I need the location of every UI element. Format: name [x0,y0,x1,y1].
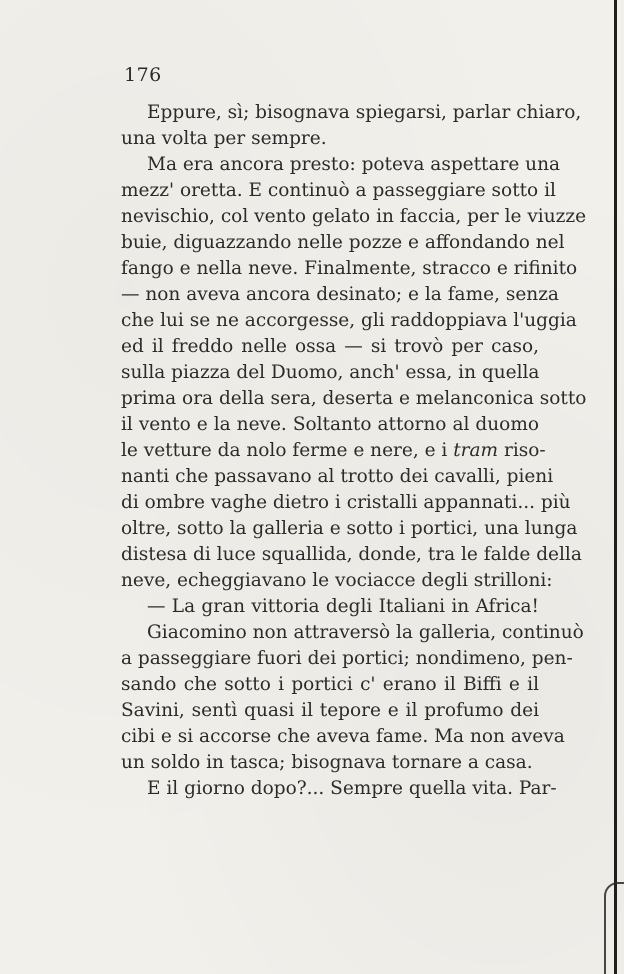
text-line: nevischio, col vento gelato in faccia, per le viuzze [121,206,587,227]
text-line: nanti che passavano al trotto dei cavalli, pieni [121,466,554,487]
text-line: che lui se ne accorgesse, gli raddoppiava l'uggia [121,310,577,331]
text-line: buie, diguazzando nelle pozze e affondando nel [121,232,565,253]
text-segment: le vetture da nolo ferme e nere, e i [121,440,454,461]
text-line: un soldo in tasca; bisognava tornare a casa. [121,752,533,773]
text-line: distesa di luce squallida, donde, tra le falde della [121,544,582,565]
text-line: Eppure, sì; bisognava spiegarsi, parlar chiaro, [147,102,582,123]
text-line: prima ora della sera, deserta e melanconica sotto [121,388,587,409]
text-line: E il giorno dopo?... Sempre quella vita. Par- [147,778,557,799]
text-line: di ombre vaghe dietro i cristalli appannati... più [121,492,571,513]
text-line: cibi e si accorse che aveva fame. Ma non aveva [121,726,565,747]
text-line: neve, echeggiavano le vociacce degli strilloni: [121,570,553,591]
text-line: ed il freddo nelle ossa — si trovò per caso, [121,336,539,357]
page-edge-shadow [614,0,617,974]
italic-word: tram [453,440,499,461]
text-segment: riso- [498,440,546,461]
page-number: 176 [124,64,162,86]
text-line: il vento e la neve. Soltanto attorno al duomo [121,414,539,435]
text-line: sando che sotto i portici c' erano il Biffi e il [121,674,539,695]
text-line: fango e nella neve. Finalmente, stracco e rifinito [121,258,578,279]
text-line: — La gran vittoria degli Italiani in Africa! [147,596,539,617]
text-line: Savini, sentì quasi il tepore e il profumo dei [121,700,539,721]
text-line: una volta per sempre. [121,128,327,149]
text-line [121,438,546,464]
text-line: — non aveva ancora desinato; e la fame, senza [121,284,559,305]
text-line: oltre, sotto la galleria e sotto i portici, una lunga [121,518,578,539]
text-line: sulla piazza del Duomo, anch' essa, in quella [121,362,540,383]
text-line: Ma era ancora presto: poteva aspettare una [147,154,561,175]
text-line: Giacomino non attraversò la galleria, continuò [147,622,584,643]
page-corner-curl [604,882,624,974]
text-line: mezz' oretta. E continuò a passeggiare sotto il [121,180,556,201]
text-line: a passeggiare fuori dei portici; nondimeno, pen- [121,648,573,669]
body-text [121,100,587,802]
